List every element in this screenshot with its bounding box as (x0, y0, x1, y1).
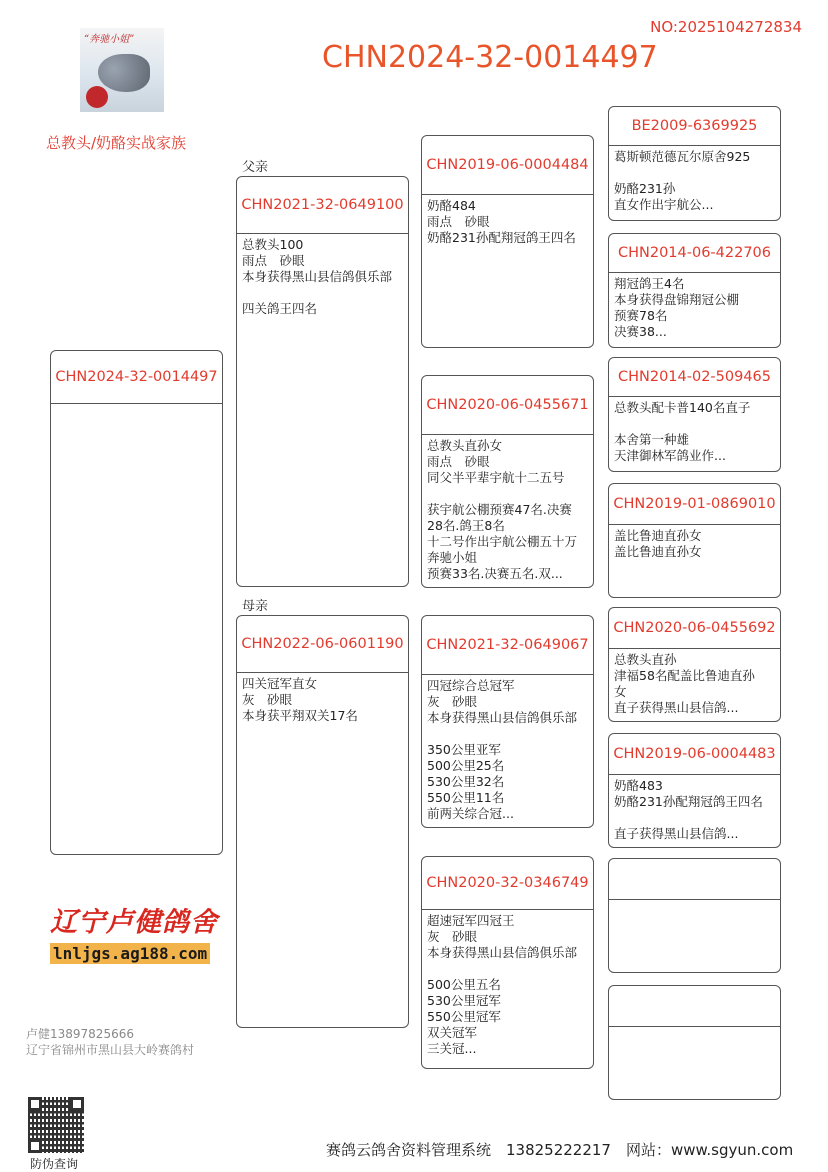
great-grandparent-ring: CHN2020-06-0455692 (609, 608, 780, 649)
great-grandparent-notes: 奶酪483 奶酪231孙配翔冠鸽王四名 直子获得黑山县信鸽... (614, 778, 763, 841)
grandparent-notes: 总教头直孙女 雨点 砂眼 同父半平辈宇航十二五号 获宇航公棚预赛47名.决赛 28名.鸽王8名 十二号作出宇航公棚五十万 奔驰小姐 预赛33名.决赛五名.双... (427, 438, 578, 581)
great-grandparent-ring: CHN2014-02-509465 (609, 358, 780, 397)
grandparent-ring: CHN2019-06-0004484 (422, 136, 593, 195)
mother-ring: CHN2022-06-0601190 (237, 616, 408, 673)
seal-icon (86, 86, 108, 108)
father-card[interactable] (236, 176, 409, 587)
great-grandparent-notes: 盖比鲁迪直孙女 盖比鲁迪直孙女 (614, 528, 702, 559)
great-grandparent-card-4[interactable] (608, 483, 781, 598)
system-footer: 赛鸽云鸽舍资料管理系统 13825222217 网站：www.sgyun.com (326, 1141, 794, 1159)
grandparent-card-4[interactable] (421, 856, 594, 1069)
serial-number: NO:2025104272834 (650, 18, 802, 36)
great-grandparent-notes: 翔冠鸽王4名 本身获得盘锦翔冠公棚 预赛78名 决赛38... (614, 276, 740, 339)
great-grandparent-card-7[interactable] (608, 858, 781, 973)
main-ring-title: CHN2024-32-0014497 (322, 40, 658, 75)
grandparent-card-3[interactable] (421, 615, 594, 828)
great-grandparent-ring (609, 859, 780, 900)
grandparent-notes: 超速冠军四冠王 灰 砂眼 本身获得黑山县信鸽俱乐部 500公里五名 530公里冠军 550公里冠军 双关冠军 三关冠... (427, 913, 578, 1056)
contact-phone: 卢健13897825666 (26, 1027, 134, 1041)
grandparent-ring: CHN2021-32-0649067 (422, 616, 593, 675)
father-ring: CHN2021-32-0649100 (237, 177, 408, 234)
grandparent-card-1[interactable] (421, 135, 594, 348)
loft-brand-url[interactable]: lnljgs.ag188.com (50, 943, 210, 964)
great-grandparent-ring: CHN2019-01-0869010 (609, 484, 780, 525)
great-grandparent-notes (609, 1027, 780, 1033)
logo-text: “奔驰小姐” (84, 34, 135, 45)
qr-label: 防伪查询 (30, 1157, 79, 1171)
loft-brand (50, 900, 218, 964)
great-grandparent-notes: 总教头直孙 津福58名配盖比鲁迪直孙 女 直子获得黑山县信鸽... (614, 652, 755, 715)
great-grandparent-card-2[interactable] (608, 233, 781, 348)
qr-code-icon[interactable] (28, 1097, 84, 1153)
great-grandparent-notes: 葛斯顿范德瓦尔原舍925 奶酪231孙 直女作出宇航公... (614, 149, 751, 212)
great-grandparent-card-3[interactable] (608, 357, 781, 472)
grandparent-ring: CHN2020-32-0346749 (422, 857, 593, 910)
pigeon-image (98, 54, 150, 92)
brand-logo (80, 28, 164, 112)
great-grandparent-ring: CHN2014-06-422706 (609, 234, 780, 273)
mother-card[interactable] (236, 615, 409, 1028)
great-grandparent-card-6[interactable] (608, 733, 781, 848)
father-label: 父亲 (242, 160, 269, 175)
great-grandparent-ring: CHN2019-06-0004483 (609, 734, 780, 775)
great-grandparent-ring: BE2009-6369925 (609, 107, 780, 146)
great-grandparent-notes: 总教头配卡普140名直子 本舍第一种雄 天津御林军鸽业作... (614, 400, 751, 463)
great-grandparent-ring (609, 986, 780, 1027)
family-line: 总教头/奶酪实战家族 (46, 134, 187, 152)
great-grandparent-notes (609, 900, 780, 906)
grandparent-notes: 四冠综合总冠军 灰 砂眼 本身获得黑山县信鸽俱乐部 350公里亚军 500公里25名 530公里32名 550公里11名 前两关综合冠... (427, 678, 578, 821)
subject-ring: CHN2024-32-0014497 (51, 351, 222, 404)
great-grandparent-card-5[interactable] (608, 607, 781, 722)
mother-notes: 四关冠军直女 灰 砂眼 本身获平翔双关17名 (242, 676, 358, 723)
great-grandparent-card-8[interactable] (608, 985, 781, 1100)
grandparent-ring: CHN2020-06-0455671 (422, 376, 593, 435)
grandparent-notes: 奶酪484 雨点 砂眼 奶酪231孙配翔冠鸽王四名 (427, 198, 576, 245)
grandparent-card-2[interactable] (421, 375, 594, 588)
subject-card[interactable] (50, 350, 223, 855)
father-notes: 总教头100 雨点 砂眼 本身获得黑山县信鸽俱乐部 四关鸽王四名 (242, 237, 393, 316)
mother-label: 母亲 (242, 599, 269, 614)
contact-address: 辽宁省锦州市黑山县大岭赛鸽村 (26, 1043, 195, 1057)
great-grandparent-card-1[interactable] (608, 106, 781, 221)
loft-brand-name: 辽宁卢健鸽舍 (50, 907, 218, 938)
subject-notes (51, 404, 222, 410)
